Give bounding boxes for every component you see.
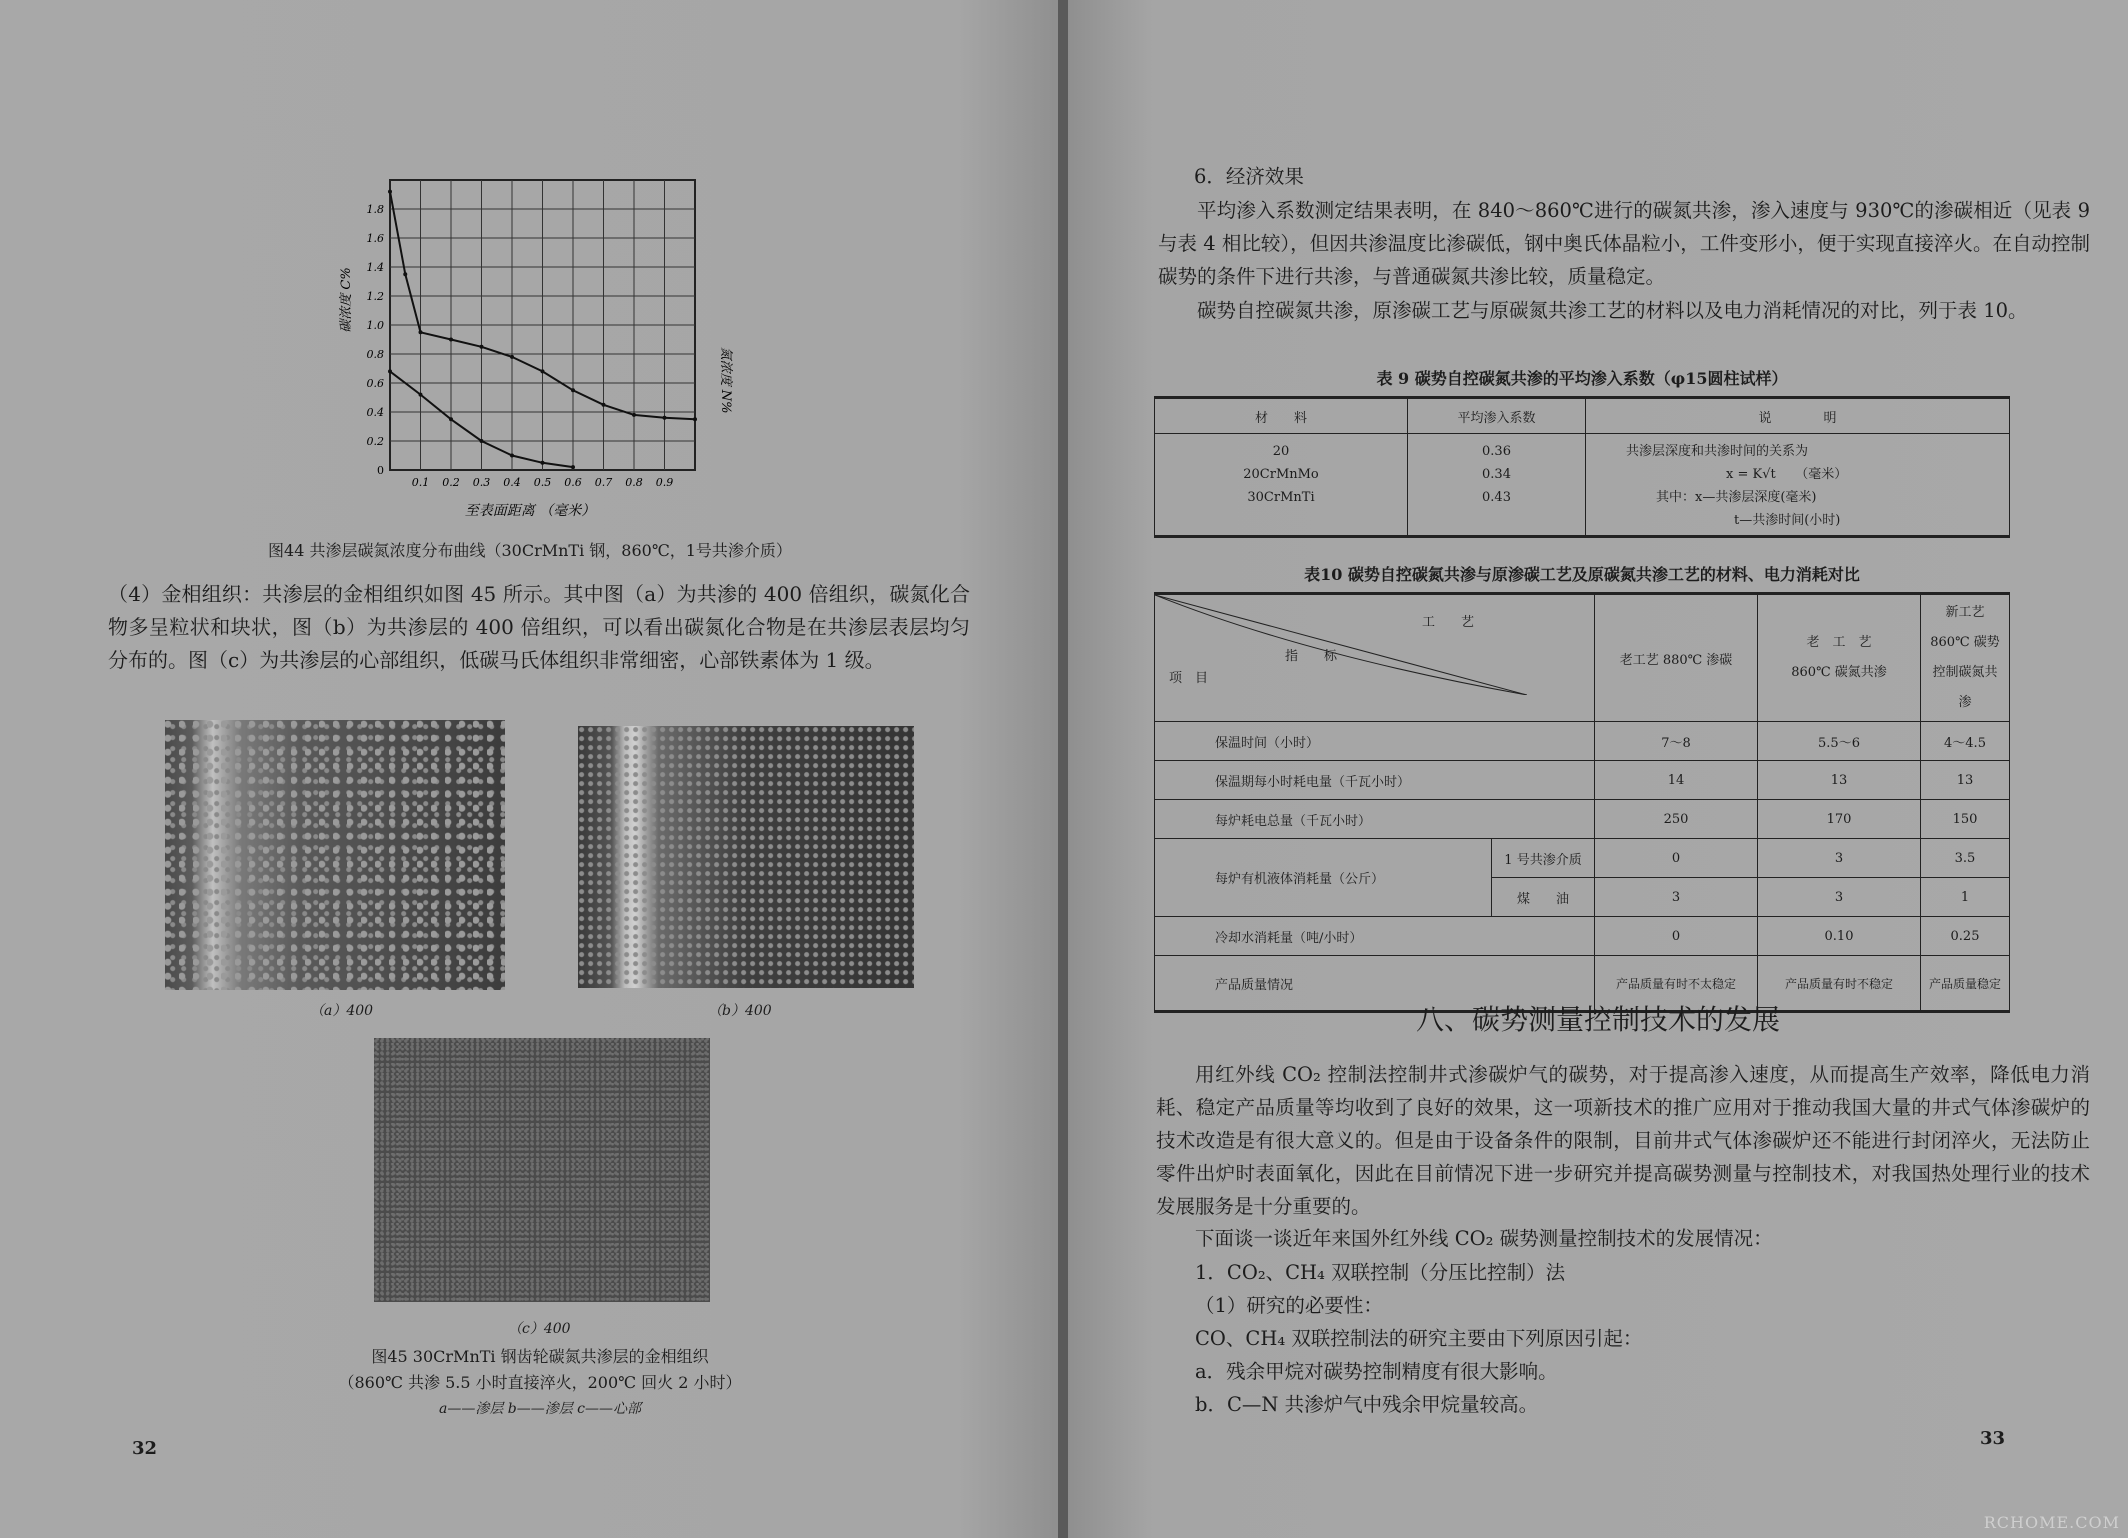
table10-cell: 3.5 [1921,839,2010,878]
chart-point-N [419,393,423,397]
table10-cell: 产品质量有时不稳定 [1758,956,1921,1012]
table10-cell: 0 [1595,839,1758,878]
table10-row-label: 每炉有机液体消耗量（公斤） [1155,839,1492,917]
right-paragraph-1: 平均渗入系数测定结果表明，在 840～860℃进行的碳氮共渗，渗入速度与 930℃的渗碳相近（见表 9 与表 4 相比较），但因共渗温度比渗碳低，钢中奥氏体晶粒小，工件变形小，便于实现直接淬火。在自动控制碳势的条件下进行共渗，与普通碳氮共渗比较，质量稳定。 [1158,199,2090,288]
chart-y-tick-label: 1.8 [366,203,384,216]
section6-title: 6．经济效果 [1194,165,1304,188]
chart-point-C [419,330,423,334]
table10-row-label: 产品质量情况 [1155,956,1595,1012]
table10-row-sub: 1 号共渗介质 [1492,839,1595,878]
table9-note: 其中：x—共渗层深度(毫米) [1656,490,1817,505]
chart-point-N [480,439,484,443]
chart-y-tick-label: 1.2 [366,290,384,303]
table10-col-header: 老 工 艺 860℃ 碳氮共渗 [1758,594,1921,722]
table10-cell: 3 [1758,878,1921,917]
micrograph-a [165,720,505,990]
right-paragraph-9: b．C—N 共渗炉气中残余甲烷量较高。 [1195,1393,1539,1416]
chart-svg [330,170,750,530]
chart-y-tick-label: 0.6 [366,377,384,390]
table10-col-header: 老工艺 880℃ 渗碳 [1595,594,1758,722]
table10-cell: 7～8 [1595,722,1758,761]
table9-caption: 表 9 碳势自控碳氮共渗的平均渗入系数（φ15圆柱试样） [1376,369,1788,388]
chart-y-tick-label: 1.4 [366,261,384,274]
table9-header-coef: 平均渗入系数 [1408,398,1586,434]
table10-cell: 产品质量稳定 [1921,956,2010,1012]
right-page [1068,0,2128,1538]
micrograph-c [374,1038,710,1302]
table10-cell: 13 [1921,761,2010,800]
figure45-subcaption: （860℃ 共渗 5.5 小时直接淬火，200℃ 回火 2 小时） [338,1373,742,1392]
table9-material: 20 [1272,444,1290,459]
chart-x-tick-label: 0.1 [411,476,430,489]
table10-corner-process: 工 艺 [1421,615,1474,630]
table9-materials [1155,434,1408,537]
table-row [1155,800,2010,839]
table9-coef: 0.36 [1482,444,1511,459]
table10 [1154,592,2010,1013]
chart-point-N [388,369,392,373]
right-paragraph-6: （1）研究的必要性： [1195,1294,1383,1317]
table-row [1155,839,2010,878]
chart-x-tick-label: 0.9 [655,476,674,489]
chart-origin-label: 0 [377,464,384,477]
figure45-caption: 图45 30CrMnTi 钢齿轮碳氮共渗层的金相组织 [371,1347,709,1366]
table9-header-material: 材 料 [1155,398,1408,434]
watermark: RCHOME.COM [1983,1513,2120,1532]
right-paragraph-4: 下面谈一谈近年来国外红外线 CO₂ 碳势测量控制技术的发展情况： [1195,1227,1773,1250]
right-paragraph-8: a．残余甲烷对碳势控制精度有很大影响。 [1195,1360,1558,1383]
chart-point-C [449,338,453,342]
micrograph-a-label: （a）400 [310,1003,374,1019]
table10-corner-item: 项 目 [1169,671,1209,686]
table10-row-label: 保温时间（小时） [1155,722,1595,761]
chart-point-C [602,403,606,407]
table10-cell: 0.25 [1921,917,2010,956]
table9-notes [1586,434,2010,537]
table10-cell: 13 [1758,761,1921,800]
micrograph-b [578,726,914,988]
table9-coefficients [1408,434,1586,537]
table10-corner-index: 指 标 [1285,649,1338,664]
chart-point-C [663,416,667,420]
chart-y-tick-label: 0.4 [366,406,384,419]
table10-cell: 170 [1758,800,1921,839]
chart-ylabel-left: 碳浓度 C% [339,267,354,333]
table9-coef: 0.34 [1482,467,1511,482]
chart-point-C [632,413,636,417]
chart-xlabel: 至表面距离 （毫米） [464,503,596,519]
chart-x-tick-label: 0.8 [625,476,643,489]
table9-note: t—共渗时间(小时) [1734,513,1841,528]
page-number-right: 33 [1980,1428,2006,1449]
table9-material: 20CrMnMo [1243,467,1319,482]
section8-heading: 八、碳势测量控制技术的发展 [1415,1003,1780,1036]
table10-cell: 150 [1921,800,2010,839]
table10-cell: 0 [1595,917,1758,956]
table10-row-label: 每炉耗电总量（千瓦小时） [1155,800,1595,839]
table10-row-label: 保温期每小时耗电量（千瓦小时） [1155,761,1595,800]
table10-cell: 1 [1921,878,2010,917]
figure44-chart [330,170,750,530]
table10-corner [1155,594,1595,722]
chart-point-N [449,417,453,421]
table10-row-sub: 煤 油 [1492,878,1595,917]
right-paragraph-3: 用红外线 CO₂ 控制法控制井式渗碳炉气的碳势，对于提高渗入速度，从而提高生产效率，降低电力消耗、稳定产品质量等均收到了良好的效果，这一项新技术的推广应用对于推动我国大量的井式气体渗碳炉的技术改造是有很大意义的。但是由于设备条件的限制，目前井式气体渗碳炉还不能进行封闭淬火，无法防止零件出炉时表面氧化，因此在目前情况下进一步研究并提高碳势测量与控制技术，对我国热处理行业的技术发展服务是十分重要的。 [1156,1063,2090,1218]
chart-x-tick-label: 0.6 [564,476,582,489]
micrograph-c-label: （c）400 [508,1321,571,1337]
figure44-caption: 图44 共渗层碳氮浓度分布曲线（30CrMnTi 钢，860℃，1号共渗介质） [268,541,792,560]
chart-x-tick-label: 0.2 [442,476,460,489]
chart-ylabel-right: 氮浓度 N% [718,346,733,414]
table-row [1155,917,2010,956]
chart-point-C [693,417,697,421]
figure45-legend: a——渗层 b——渗层 c——心部 [438,1401,642,1417]
left-paragraph: （4）金相组织：共渗层的金相组织如图 45 所示。其中图（a）为共渗的 400 倍组织，碳氮化合物多呈粒状和块状，图（b）为共渗层的 400 倍组织，可以看出碳氮化合物是在共渗层表层均匀分布的。图（c）为共渗层的心部组织，低碳马氏体组织非常细密，心部铁素体为 1 级。 [108,582,970,672]
table9-coef: 0.43 [1482,490,1511,505]
right-paragraph-2: 碳势自控碳氮共渗，原渗碳工艺与原碳氮共渗工艺的材料以及电力消耗情况的对比，列于表 10。 [1197,299,2028,322]
table10-cell: 250 [1595,800,1758,839]
table10-cell: 0.10 [1758,917,1921,956]
chart-point-C [388,190,392,194]
chart-point-C [510,355,514,359]
table10-cell: 3 [1758,839,1921,878]
table-row [1155,761,2010,800]
table10-col-header: 新工艺 860℃ 碳势 控制碳氮共渗 [1921,594,2010,722]
table10-cell: 4～4.5 [1921,722,2010,761]
chart-y-tick-label: 1.6 [366,232,384,245]
chart-point-C [571,388,575,392]
chart-point-N [571,465,575,469]
chart-x-tick-label: 0.5 [533,476,552,489]
table9-material: 30CrMnTi [1247,490,1315,505]
chart-y-tick-label: 0.8 [366,348,384,361]
table9 [1154,396,2010,538]
right-paragraph-5: 1．CO₂、CH₄ 双联控制（分压比控制）法 [1195,1261,1566,1284]
table10-corner-diagonal [1155,595,1527,695]
chart-point-C [403,272,407,276]
chart-point-C [541,369,545,373]
table10-cell: 5.5～6 [1758,722,1921,761]
chart-x-tick-label: 0.4 [503,476,521,489]
table9-header-note: 说 明 [1586,398,2010,434]
chart-y-tick-label: 1.0 [366,319,384,332]
chart-y-tick-label: 0.2 [366,435,384,448]
chart-x-tick-label: 0.7 [594,476,613,489]
chart-point-N [541,461,545,465]
table-row [1155,722,2010,761]
micrograph-b-label: （b）400 [708,1003,772,1019]
chart-point-N [510,454,514,458]
table10-cell: 14 [1595,761,1758,800]
table10-row-label: 冷却水消耗量（吨/小时） [1155,917,1595,956]
table9-note-formula: x = K√t （毫米） [1726,467,1848,482]
table9-note: 共渗层深度和共渗时间的关系为 [1626,444,1809,459]
table10-cell: 产品质量有时不太稳定 [1595,956,1758,1012]
chart-x-tick-label: 0.3 [472,476,491,489]
right-paragraph-7: CO、CH₄ 双联控制法的研究主要由下列原因引起： [1195,1327,1643,1350]
chart-point-C [480,345,484,349]
table10-cell: 3 [1595,878,1758,917]
page-number-left: 32 [132,1438,158,1459]
table10-caption: 表10 碳势自控碳氮共渗与原渗碳工艺及原碳氮共渗工艺的材料、电力消耗对比 [1304,565,1860,584]
